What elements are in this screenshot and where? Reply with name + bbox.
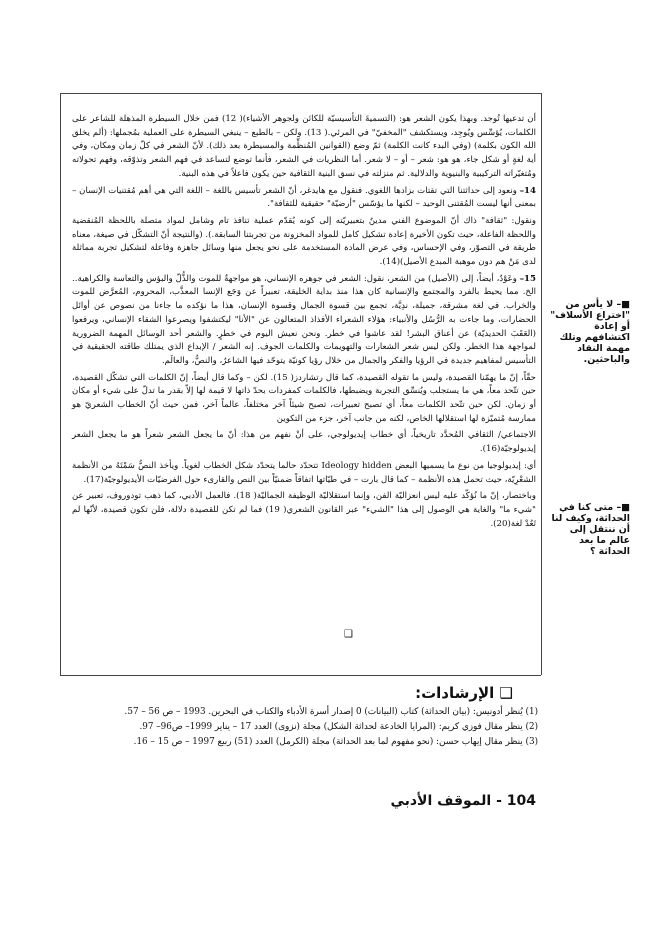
references-heading: ❑ الإرشادات: [415, 684, 513, 702]
paragraph-15-text: وعَوْدٌ، أيضاً، إلى (الأصيل) من الشعر، نقول: الشعر في جوهره الإنساني، هو مواجهةٌ للموت والذُّلّ والبؤس والتعاسة والكراهية.. الخ. مما يحيط بالفرد والمجتمع والإنسانية كان هذا منذ بداية الخليقة، تعبيراً عن وَجَع الإنسا المعذَّب، المحروم، المُعرَّض للموت والخراب. في لغة مشرقة، جميلة، ندِيَّة، تجمع بين قسوة الجمال وقسوة الإنسان، هذا ما نؤكده ما جاءنا من نصوص عن أوائل الحضارات، وما جاءت به الرُّسُل والأنبياء: هؤلاء الشعراء الأفذاذ المتعالون عن "الأنا" ليكتشفوا ويصرعوا الشقاء الإنساني، ويرفعوا (العَقَبَ الحديديّة) عن أعناق البشر! لقد عاشوا في خطر. ونحن نعيش اليوم في خطرٍ. والشعر أحد الوسائل المهمة الضرورية لمواجهة هذا الخطر. ولكن ليس شعر الشعارات والتهويمات والكلمات الجوف. إنه الشعر / الإبداع الذي يمتلك طاقته الحقيقية في التأسيس لمفاهيم جديدة في الرؤيا والفكر والجمال من خلال رؤيا كونيّة يتوحّد فيها الشاعرُ، والنصُّ، والعالَم. [72, 273, 536, 366]
frame-bottom-rule [60, 675, 541, 676]
paragraph-17: الاجتماعي/ الثقافي المُحدَّد تاريخياً، أي خطاب إيديولوجي، على أنْ نفهم من هذا: أنّ ما يجعل الشعر شعراً هو ما يجعل الشعر إيديولوجيّة(16). [72, 430, 536, 455]
reference-item: (1) يُنظر أدونيس: (بيان الحداثة) كتاب (البيانات) 0 إصدار أسرة الأدباء والكتاب في البحرين. 1993 – ص 56 – 57. [124, 707, 538, 717]
main-article-text [72, 113, 536, 534]
paragraph-14 [72, 185, 536, 212]
item-number-15: 15– [519, 273, 537, 284]
item-number-14: 14– [519, 185, 536, 196]
paragraph-14b: ونقول: "ثقافة" ذاك أنّ الموضوع الفني مدينٌ بتعبيريّته إلى كونه يُقدّم عملية تنافذ تام وشامل لمواد متصلة باللحظة المُنقضية واللحظة الفاعلة، حيث تكون الأخيرة إعادة تشكيل كامل للمواد المخزونة من تجربتنا السابقة.). (والنتيجة أنّ التشكّل في صيغة، معناه طريقة في التصوّر، وفي الإحساس، وفي عرض المادة المستخدمة على نحو يجعل منها وسائل جاهزة وفاعلة لتشكيل تجربة مماثلة لدى مَنْ هم دون موهبة المبدع الأصيل)(14). [72, 215, 536, 268]
paragraph-15 [72, 273, 536, 369]
section-end-square: ❑ [344, 629, 353, 640]
paragraph-19: وباختصار، إنّ ما نُؤكّد عليه ليس انعزاليّة الفن، وإنما استقلاليّة الوظيفة الجماليّة( 18). فالعمل الأدبي، كما ذهب تودوروف، تعبير عن "شيء ما" والغاية هي الوصول إلى هذا "الشيء" عبر القانون الشعري( 19) فما لم تكن للقصيدة دلالة، فلن تكون قصيدة، لأنّها لم تَعُدْ لغة(20). [72, 491, 537, 529]
sidenote-ancestors: ■– لا يأس من "اختراع الأسلاف" أو إعادة اكتشافهم وتلك مهمة النقاد والباحثين. [550, 299, 630, 365]
paragraph-18: أي: إيديولوجيا من نوع ما يسميها البعض Ideology hidden تتحدّد حالما يتحدّد شكل الخطاب لغوياً. ويأخذ النصُّ سَمْتَهُ من الأنظمة الشعْرِيّة، حيث تحمل هذه الأنظمة – كما قال بارت – في طيّاتها اتفاقاً ضمنيّاً بين النص والقارىء حول الفرضيّات الأيديولوجيّة(17). [72, 460, 536, 485]
reference-item: (2) ينظر مقال فوزي كريم: (المرايا الخادعة لحداثة الشكل) مجلة (نزوى) العدد 17 – يناير 1999– ص96– 97. [139, 722, 538, 732]
references-list [68, 705, 538, 750]
paragraph-1: أن تدعيها تُوجد. وبهذا يكون الشعر هو: (التسميةَ التأسيسيّة للكائن ولجوهر الأشياء)( 12) فمن خلال السيطرة المذهلة للشاعر على الكلمات، يُؤسِّس ويُوجِد، ويستكشف "المخفيّ" في المرئي.( 13). ولكن – بالطبع – ينبغي السيطرة على العملية بمُجملها: (ألم يخلق الله الكون بكلمة) (وفي البدء كانت الكلمة) ثمّ وضع (القوانين المُنظِّمة والمسيطرة بعد ذلك). لأنّ الشعر في كلّ زمان ومكان، وفي أية لغةٍ أو شكل جاء، هو هو: شعر – أو – لا شعر. أما النظريات في الشعر، فأنما توضع لتساعد في فهم الشعر وتذوّقه، وفهم تحولاته ومُتغيّراته التركيبية والبنيوية والدلالية. ثم منزلته في نسق البنية الثقافية حين يكون فاعلاً في هذه البنية. [72, 114, 536, 179]
paragraph-16: حقّاً، إنّ ما يهمّنا القصيدة، وليس ما تقوله القصيدة، كما قال رتشاردز( 15). لكن – وكما قال أيضاً، إنّ الكلمات التي تشكّل القصيدة، حين تتّحد معاً، هي ما يستجلب ويُنسِّق التجربة ويضبطها، فالكلمات كمفردات بحدّ ذاتها لا قيمة لها إلاّ بقدر ما تدلّ على شيء أو مكان أو زمان. لكن حين تتّحد الكلمات معاً، أي تصبح تعبيرات، تصبح شيئاً آخر مختلفاً، عالماً آخر، فمن حيث أنّ الخطاب الشعريّ هو ممارسة مُتميّزة لها استقلالها الخاص، لكنه من جانب آخر، جزء من التكوين [72, 372, 536, 424]
page-footer: 104 - الموقف الأدبي [390, 793, 536, 809]
reference-item: (3) ينظر مقال إيهاب حسن: (نحو مفهوم لما بعد الحداثة) مجلة (الكرمل) العدد (51) ربيع 1997 – ص 15 – 16. [133, 737, 538, 747]
sidenote-modernity: ■– متى كنا في الحداثة، وكيف لنا أن ننتقل إلى عالم ما بعد الحداثة ؟ [551, 502, 630, 557]
paragraph-14-text: ونعود إلى حداثتنا التي تقتات بزادها اللغوي. فنقول مع هايدغر، أنّ الشعر تأسيس باللغة – اللغة التي هي أهم مُقتنيات الإنسان – بمعنى أنها ليست المُقتنى الوحيد – لكنها ما يؤسّس "أرضيّة" حقيقية للثقافة". [72, 185, 536, 210]
